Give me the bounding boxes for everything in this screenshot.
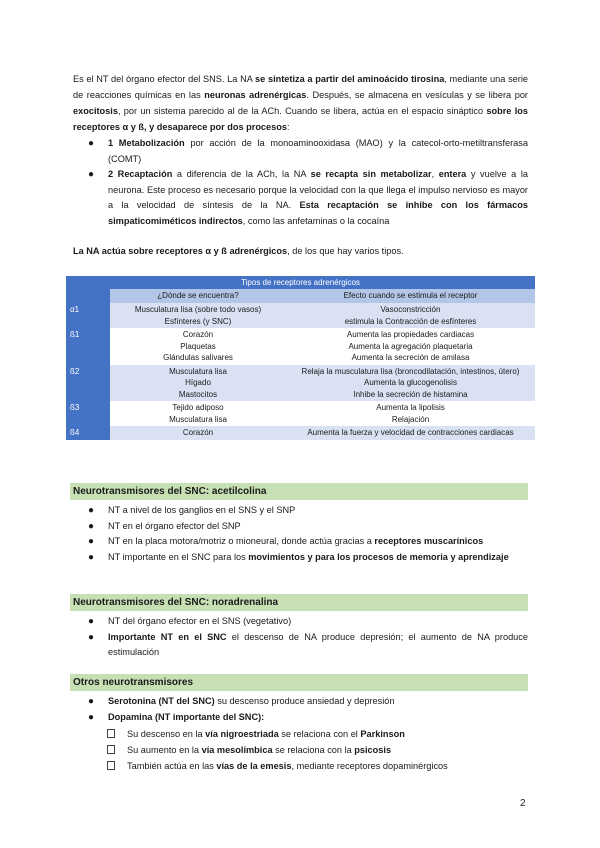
table-row — [66, 401, 535, 426]
list-item: Su aumento en la vía mesolímbica se relaciona con la psicosis — [105, 742, 525, 758]
section-heading-other: Otros neurotransmisores — [70, 674, 528, 691]
receptor-label: ß3 — [66, 401, 110, 426]
list-item: ● NT importante en el SNC para los movimientos y para los procesos de memoria y aprendizaje — [88, 550, 528, 566]
table-cell-effect: Relaja la musculatura lisa (broncodilatación, intestinos, útero) Aumenta la glucogenolisis Inhibe la secreción de histamina — [286, 365, 535, 402]
list-item: ● NT a nivel de los ganglios en el SNS y el SNP — [88, 503, 528, 519]
list-item: ● 1 Metabolización por acción de la monoaminooxidasa (MAO) y la catecol-orto-metiltransferasa (COMT) — [88, 138, 528, 164]
table-cell-where: Corazón — [110, 426, 286, 440]
intro-paragraph: Es el NT del órgano efector del SNS. La NA se sintetiza a partir del aminoácido tirosina, mediante una serie de reacciones químicas en las neuronas adrenérgicas. Después, se almacena en vesículas y se libera por exocitosis, por un sistema parecido al de la ACh. Cuando se libera, actúa en el espacio sináptico sobre los receptores α y ß, y desaparece por dos procesos: — [73, 74, 528, 132]
table-row — [66, 303, 535, 328]
noradrenaline-list — [88, 614, 528, 661]
table-header-empty — [66, 289, 110, 303]
table-header-row — [66, 289, 535, 303]
checkbox-bullet-icon — [107, 745, 115, 754]
bullet-icon: ● — [88, 505, 95, 516]
list-item: ● NT en la placa motora/motriz o mioneural, donde actúa gracias a receptores muscarínicos — [88, 534, 528, 550]
table-cell-where: Musculatura lisa (sobre todo vasos) Esfínteres (y SNC) — [110, 303, 286, 328]
list-item: ● Dopamina (NT importante del SNC): — [88, 710, 528, 726]
list-item: ● Importante NT en el SNC el descenso de NA produce depresión; el aumento de NA produce estimulación — [88, 631, 528, 657]
other-nt-list — [88, 694, 528, 725]
table-cell-effect: Aumenta las propiedades cardiacas Aumenta la agregación plaquetaria Aumenta la secreción de amilasa — [286, 328, 535, 365]
removal-process-list — [88, 136, 528, 229]
list-item: ● NT del órgano efector en el SNS (vegetativo) — [88, 614, 528, 630]
table-header-where: ¿Dónde se encuentra? — [110, 289, 286, 303]
acetylcholine-list — [88, 503, 528, 565]
table-cell-effect: Aumenta la lipolisis Relajación — [286, 401, 535, 426]
receptor-label: ß1 — [66, 328, 110, 365]
page-number: 2 — [520, 798, 526, 809]
list-item: ● 2 Recaptación a diferencia de la ACh, la NA se recapta sin metabolizar, entera y vuelve a la neurona. Este proceso es necesario porque la velocidad con la que llega el impulso nervioso es mayor a la velocidad de síntesis de la NA. Esta recaptación se inhibe con los fármacos simpaticomiméticos indirectos, como las anfetaminas o la cocaína — [88, 169, 528, 226]
table-row — [66, 328, 535, 365]
dopamine-sublist — [105, 726, 525, 774]
bullet-icon: ● — [88, 631, 95, 643]
list-item: ● Serotonina (NT del SNC) su descenso produce ansiedad y depresión — [88, 694, 528, 710]
table-header-effect: Efecto cuando se estimula el receptor — [286, 289, 535, 303]
bullet-icon: ● — [88, 551, 95, 563]
table-row — [66, 365, 535, 402]
bullet-icon: ● — [88, 536, 95, 547]
bullet-icon: ● — [88, 169, 95, 180]
section-heading-acetylcholine: Neurotransmisores del SNC: acetilcolina — [70, 483, 528, 500]
receptor-label: ß4 — [66, 426, 110, 440]
bullet-icon: ● — [88, 138, 95, 149]
table-cell-effect: Vasoconstricción estimula la Contracción de esfínteres — [286, 303, 535, 328]
table-row — [66, 426, 535, 440]
receptor-label: ß2 — [66, 365, 110, 402]
table-cell-where: Musculatura lisa Hígado Mastocitos — [110, 365, 286, 402]
list-item: ● NT en el órgano efector del SNP — [88, 519, 528, 535]
receptor-table — [66, 276, 535, 440]
checkbox-bullet-icon — [107, 729, 115, 738]
checkbox-bullet-icon — [107, 761, 115, 770]
bullet-icon: ● — [88, 696, 95, 707]
table-title: Tipos de receptores adrenérgicos — [66, 276, 535, 289]
receptor-label: α1 — [66, 303, 110, 328]
list-item: También actúa en las vías de la emesis, mediante receptores dopaminérgicos — [105, 758, 525, 774]
bullet-icon: ● — [88, 520, 95, 532]
bullet-icon: ● — [88, 711, 95, 723]
table-cell-effect: Aumenta la fuerza y velocidad de contracciones cardiacas — [286, 426, 535, 440]
table-cell-where: Corazón Plaquetas Glándulas salivares — [110, 328, 286, 365]
receptor-intro-line: La NA actúa sobre receptores α y ß adrenérgicos, de los que hay varios tipos. — [73, 246, 404, 256]
section-heading-noradrenaline: Neurotransmisores del SNC: noradrenalina — [70, 594, 528, 611]
table-cell-where: Tejido adiposo Musculatura lisa — [110, 401, 286, 426]
bullet-icon: ● — [88, 616, 95, 627]
list-item: Su descenso en la vía nigroestriada se relaciona con el Parkinson — [105, 726, 525, 742]
